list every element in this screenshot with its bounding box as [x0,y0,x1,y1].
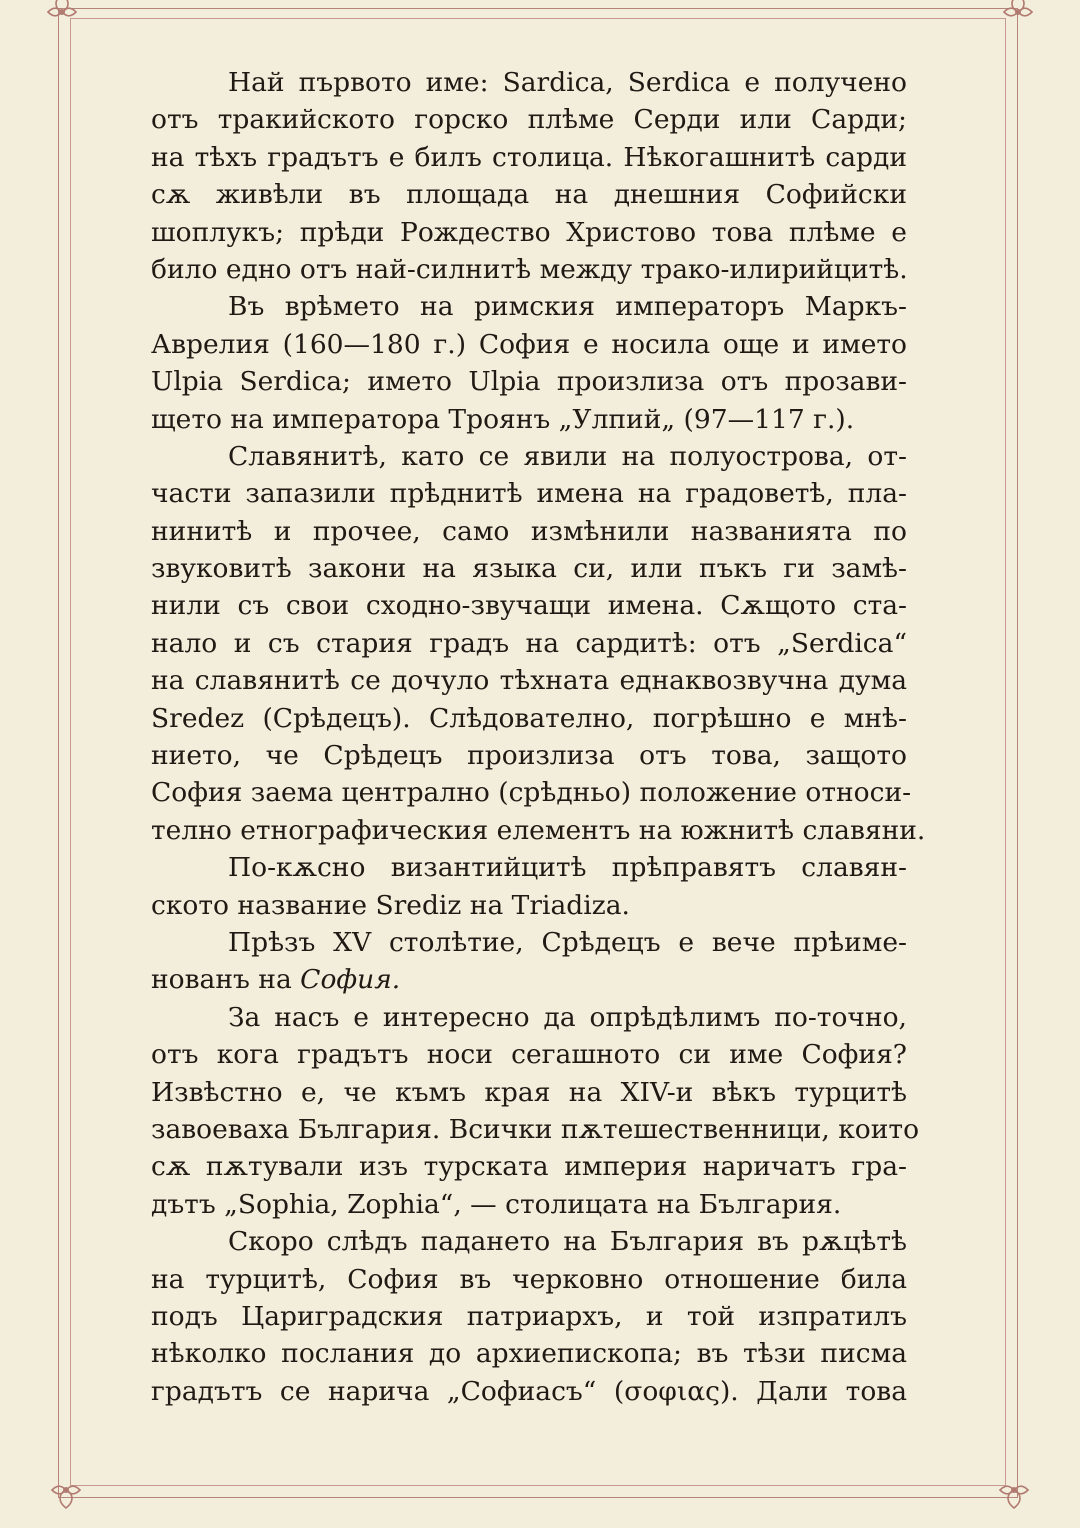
text-line: щето на императора Троянъ „Улпий„ (97—117 г.). [151,403,855,435]
paragraph [151,288,907,438]
paragraph [151,999,920,1223]
text-line: нинитѣ и прочее, само измѣнили названията по [151,515,907,547]
text-line: било едно отъ най-силнитѣ между трако-илирийцитѣ. [151,253,908,285]
text-line: сѫ живѣли въ площада на днешния Софийски [151,179,907,211]
text-line: нало и съ стария градъ на сардитѣ: отъ „Serdica“ [151,627,907,659]
corner-ornament-icon [996,0,1040,34]
text-line: нили съ свои сходно-звучащи имена. Сѫщото ста- [151,590,907,622]
text-line: нѣколко послания до архиепископа; въ тѣзи писма [151,1338,907,1370]
text-line: завоеваха България. Всички пѫтешественници, които [151,1113,920,1145]
corner-ornament-icon [44,1468,88,1512]
text-line: София заема централно (срѣдньо) положение относи- [151,777,912,809]
body-text [151,64,926,1410]
text-line: Скоро слѣдъ падането на България въ рѫцѣтѣ [228,1226,907,1258]
text-segment: нованъ на [151,964,301,996]
text-line: сѫ пѫтували изъ турската империя наричатъ гра- [151,1151,907,1183]
paragraph [151,438,926,849]
text-line: Sredez (Срѣдецъ). Слѣдователно, погрѣшно е мнѣ- [151,702,907,734]
text-line: По-кѫсно византийцитѣ прѣправятъ славян- [228,852,907,884]
text-line: Ulpia Serdica; името Ulpia произлиза отъ прозави- [151,366,907,398]
text-line: отъ кога градътъ носи сегашното си име София? [151,1039,907,1071]
text-line: телно етнографическия елементъ на южнитѣ славяни. [151,814,926,846]
italic-name: София. [300,964,401,996]
text-line: Прѣзъ XV столѣтие, Срѣдецъ е вече прѣиме- [228,926,907,958]
text-line: Въ врѣмето на римския императоръ Маркъ- [228,291,907,323]
text-line: Най първото име: Sardica, Serdica е получено [228,67,907,98]
text-line: отъ тракийското горско плѣме Серди или Сарди; [151,104,907,136]
text-line: градътъ се нарича „Софиасъ“ (σοφιας). Дали това [151,1375,907,1407]
paragraph [151,1223,907,1410]
text-line [151,961,907,998]
text-line: дътъ „Sophia, Zophia“, — столицата на България. [151,1188,842,1220]
text-line: на турцитѣ, София въ черковно отношение била [151,1263,907,1295]
text-line: Аврелия (160—180 г.) София е носила още и името [151,328,907,360]
paragraph [151,849,907,924]
text-line: нието, че Срѣдецъ произлиза отъ това, защото [151,740,907,772]
corner-ornament-icon [992,1468,1036,1512]
text-line: на славянитѣ се дочуло тѣхната еднаквозвучна дума [151,665,907,697]
paragraph [151,924,907,999]
text-line: звуковитѣ закони на языка си, или пъкъ ги замѣ- [151,553,907,585]
text-line: Извѣстно е, че къмъ края на XIV-и вѣкъ турцитѣ [151,1076,907,1108]
text-line: части запазили прѣднитѣ имена на градоветѣ, пла- [151,478,907,510]
text-line: ското название Srediz на Triadiza. [151,889,630,921]
text-line: на тѣхъ градътъ е билъ столица. Нѣкогашнитѣ сарди [151,141,907,173]
corner-ornament-icon [40,0,84,34]
text-line: шоплукъ; прѣди Рождество Христово това плѣме е [151,216,907,248]
text-line: За насъ е интересно да опрѣдѣлимъ по-точно, [228,1001,907,1033]
paragraph [151,64,907,288]
text-line: подъ Цариградския патриархъ, и той изпратилъ [151,1300,907,1332]
text-line: Славянитѣ, като се явили на полуострова, от- [228,440,907,472]
